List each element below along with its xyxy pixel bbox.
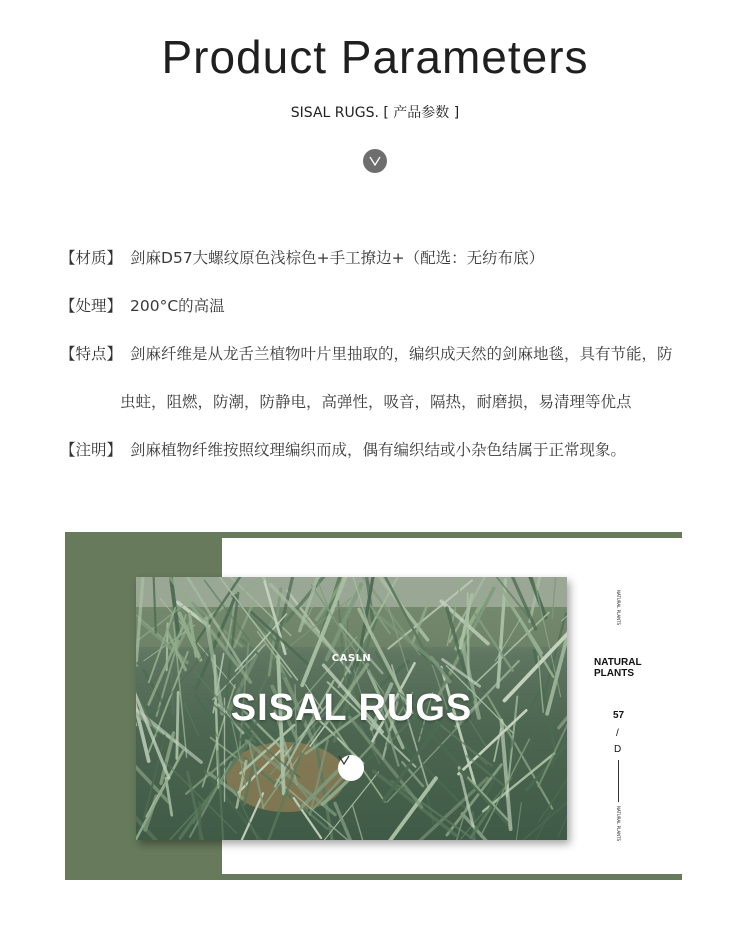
product-showcase [65,532,682,880]
tiny-vertical-text: NATURAL PLANTS [616,590,621,626]
headline: SISAL RUGS [230,687,473,729]
green-top-bar [65,532,682,538]
sisal-field-photo [136,577,567,840]
param-row-note [60,438,626,460]
param-value: 200°C的高温 [130,297,225,315]
chevron-down-icon [338,755,364,781]
param-value: 剑麻D57大螺纹原色浅棕色+手工撩边+（配选：无纺布底） [130,249,545,267]
param-row-treatment [60,294,225,316]
side-letter: D [614,744,622,755]
chevron-down-icon [363,149,387,173]
param-value: 剑麻纤维是从龙舌兰植物叶片里抽取的，编织成天然的剑麻地毯，具有节能，防 [130,345,673,363]
side-divider [618,760,619,802]
param-key: 【处理】 [60,297,123,315]
green-bottom-bar [65,874,682,880]
param-key: 【特点】 [60,345,123,363]
page-subtitle: SISAL RUGS. [ 产品参数 ] [290,105,460,121]
param-key: 【材质】 [60,249,123,267]
brand-logo: CASLN [331,653,372,664]
param-row-material [60,246,544,268]
param-row-features-continuation [120,390,632,412]
param-value: 虫蛀，阻燃，防潮，防静电，高弹性，吸音，隔热，耐磨损，易清理等优点 [120,393,632,411]
param-key: 【注明】 [60,441,123,459]
param-row-features [60,342,673,364]
tiny-vertical-text: NATURAL PLANTS [616,806,621,842]
page-title: Product Parameters [161,31,589,83]
side-title: NATURAL PLANTS [594,657,642,679]
param-value: 剑麻植物纤维按照纹理编织而成，偶有编织结或小杂色结属于正常现象。 [130,441,627,459]
side-number: 57 [613,710,625,721]
side-slash: / [616,728,619,739]
